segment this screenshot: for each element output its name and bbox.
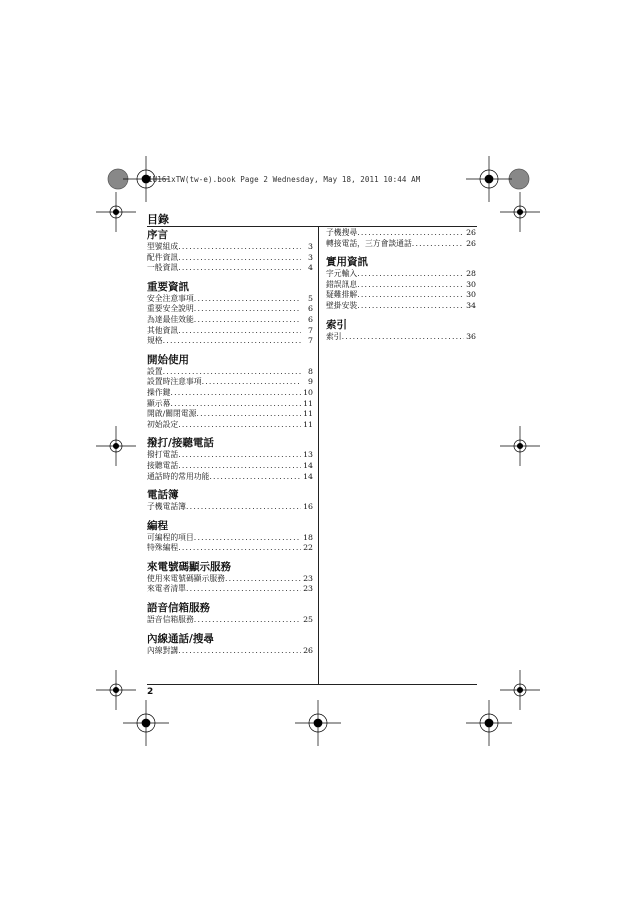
toc-entry[interactable] <box>326 290 476 301</box>
entry-page: 16 <box>303 502 313 512</box>
entry-label: 設置 <box>147 366 163 376</box>
dot-leader <box>170 388 301 399</box>
dot-leader <box>357 280 464 291</box>
entry-label: 使用來電號碼顯示服務 <box>147 573 225 583</box>
dot-leader <box>178 420 301 431</box>
toc-entry[interactable] <box>147 399 313 410</box>
dot-leader <box>178 461 301 472</box>
toc-entry[interactable] <box>147 450 313 461</box>
entry-label: 疑難排解 <box>326 290 358 300</box>
section-title: 編程 <box>147 519 168 532</box>
toc-entry[interactable] <box>147 533 313 544</box>
dot-leader <box>178 263 301 274</box>
entry-page: 3 <box>308 242 313 251</box>
section-title: 語音信箱服務 <box>147 602 210 615</box>
entry-page: 10 <box>303 387 313 397</box>
dot-leader <box>194 533 301 544</box>
entry-page: 7 <box>308 325 313 335</box>
toc-entry[interactable] <box>147 253 313 264</box>
entry-page: 11 <box>303 409 313 419</box>
toc-section <box>147 488 313 513</box>
entry-page: 8 <box>308 366 313 376</box>
toc-entry[interactable] <box>147 326 313 337</box>
toc-entry[interactable] <box>147 420 313 431</box>
entry-page: 3 <box>308 252 313 262</box>
entry-page: 14 <box>303 460 313 470</box>
entry-page: 23 <box>303 573 313 583</box>
dot-leader <box>194 294 301 305</box>
toc-section <box>147 228 313 274</box>
entry-label: 語音信箱服務 <box>147 615 194 625</box>
entry-label: 子機電話簿 <box>147 502 186 512</box>
toc-section <box>147 632 313 657</box>
entry-label: 操作鍵 <box>147 387 171 397</box>
entry-label: 撥打電話 <box>147 450 179 460</box>
entry-page: 11 <box>303 398 313 408</box>
toc-entry[interactable] <box>147 543 313 554</box>
dot-leader <box>194 615 301 626</box>
dot-leader <box>178 242 301 253</box>
entry-page: 23 <box>303 584 313 594</box>
toc-entry[interactable] <box>326 280 476 291</box>
entry-page: 22 <box>303 543 313 553</box>
entry-page: 36 <box>466 331 476 341</box>
dot-leader <box>225 574 301 585</box>
toc-entry[interactable] <box>147 472 313 483</box>
entry-label: 其他資訊 <box>147 325 179 335</box>
entry-label: 開啟/關閉電源 <box>147 409 197 419</box>
dot-leader <box>163 336 301 347</box>
footer-rule <box>147 684 477 685</box>
entry-page: 7 <box>308 336 313 346</box>
toc-entry[interactable] <box>326 301 476 312</box>
entry-label: 規格 <box>147 336 163 346</box>
section-title: 開始使用 <box>147 353 189 366</box>
page-title: 目錄 <box>147 213 169 226</box>
entry-page: 30 <box>466 290 476 300</box>
section-title: 內線通話/搜尋 <box>147 632 214 645</box>
entry-label: 來電者清單 <box>147 584 186 594</box>
entry-page: 6 <box>308 304 313 314</box>
entry-label: 配件資訊 <box>147 252 179 262</box>
dot-leader <box>209 472 301 483</box>
toc-entry[interactable] <box>147 409 313 420</box>
dot-leader <box>178 253 301 264</box>
toc-entry[interactable] <box>147 377 313 388</box>
dot-leader <box>357 269 464 280</box>
toc-right-column <box>326 228 476 342</box>
entry-label: 設置時注意事項 <box>147 377 202 387</box>
dot-leader <box>357 228 464 239</box>
dot-leader <box>186 502 301 513</box>
entry-label: 重要安全說明 <box>147 304 194 314</box>
entry-page: 11 <box>303 419 313 429</box>
toc-entry[interactable] <box>147 615 313 626</box>
entry-page: 28 <box>466 269 476 279</box>
entry-page: 14 <box>303 471 313 481</box>
entry-page: 9 <box>308 377 313 387</box>
section-title: 重要資訊 <box>147 280 189 293</box>
dot-leader <box>357 301 464 312</box>
toc-section <box>147 353 313 431</box>
entry-label: 轉接電話，三方會談通話 <box>326 238 412 248</box>
entry-page: 26 <box>466 238 476 248</box>
page-number: 2 <box>147 687 154 697</box>
dot-leader <box>194 304 301 315</box>
title-rule <box>147 226 477 227</box>
toc-entry[interactable] <box>147 574 313 585</box>
entry-page: 6 <box>308 314 313 324</box>
entry-label: 為達最佳效能 <box>147 314 194 324</box>
entry-page: 13 <box>303 450 313 460</box>
toc-entry[interactable] <box>326 332 476 343</box>
entry-label: 字元輸入 <box>326 269 358 279</box>
dot-leader <box>196 409 301 420</box>
section-title: 來電號碼顯示服務 <box>147 560 231 573</box>
toc-section <box>147 519 313 554</box>
toc-entry[interactable] <box>147 461 313 472</box>
dot-leader <box>170 399 301 410</box>
entry-page: 18 <box>303 532 313 542</box>
entry-label: 壁掛安裝 <box>326 300 358 310</box>
toc-entry[interactable] <box>147 388 313 399</box>
entry-page: 5 <box>308 293 313 303</box>
section-title: 索引 <box>326 318 347 331</box>
entry-label: 特殊編程 <box>147 543 179 553</box>
dot-leader <box>178 450 301 461</box>
entry-label: 接聽電話 <box>147 460 179 470</box>
entry-page: 26 <box>303 645 313 655</box>
entry-page: 30 <box>466 279 476 289</box>
entry-page: 26 <box>466 228 476 237</box>
section-title: 序言 <box>147 229 168 241</box>
toc-entry[interactable] <box>147 336 313 347</box>
entry-label: 安全注意事項 <box>147 293 194 303</box>
toc-section <box>147 280 313 347</box>
entry-label: 索引 <box>326 331 342 341</box>
entry-label: 初始設定 <box>147 419 179 429</box>
toc-entry[interactable] <box>326 228 476 239</box>
toc-section <box>326 255 476 311</box>
toc-entry[interactable] <box>147 502 313 513</box>
section-title: 電話簿 <box>147 489 179 502</box>
dot-leader <box>178 543 301 554</box>
print-header: 1U161xTW(tw-e).book Page 2 Wednesday, May 18, 2011 10:44 AM <box>148 175 421 184</box>
dot-leader <box>202 377 301 388</box>
toc-entry[interactable] <box>147 242 313 253</box>
toc-entry[interactable] <box>326 239 476 250</box>
entry-page: 25 <box>303 615 313 625</box>
entry-label: 內線對講 <box>147 645 179 655</box>
dot-leader <box>357 290 464 301</box>
entry-page: 4 <box>308 263 313 273</box>
toc-entry[interactable] <box>147 367 313 378</box>
dot-leader <box>163 367 301 378</box>
entry-label: 錯誤訊息 <box>326 279 358 289</box>
toc-entry[interactable] <box>147 315 313 326</box>
dot-leader <box>186 584 301 595</box>
toc-section <box>147 436 313 482</box>
dot-leader <box>412 239 464 250</box>
entry-label: 子機搜尋 <box>326 228 358 237</box>
toc-entry[interactable] <box>147 294 313 305</box>
toc-entry[interactable] <box>326 269 476 280</box>
entry-label: 可編程的項目 <box>147 532 194 542</box>
toc-entry[interactable] <box>147 646 313 657</box>
section-title: 撥打/接聽電話 <box>147 437 214 450</box>
dot-leader <box>342 332 464 343</box>
column-divider <box>318 227 319 684</box>
toc-section <box>147 601 313 626</box>
toc-entry[interactable] <box>147 304 313 315</box>
toc-section <box>326 318 476 343</box>
dot-leader <box>178 326 301 337</box>
section-title: 實用資訊 <box>326 256 368 269</box>
entry-label: 型號組成 <box>147 242 179 251</box>
dot-leader <box>178 646 301 657</box>
toc-left-column <box>147 228 313 656</box>
toc-section <box>147 560 313 595</box>
entry-label: 顯示幕 <box>147 398 171 408</box>
entry-label: 通話時的常用功能 <box>147 471 210 481</box>
dot-leader <box>194 315 301 326</box>
toc-entry[interactable] <box>147 584 313 595</box>
entry-page: 34 <box>466 300 476 310</box>
toc-section <box>326 228 476 249</box>
entry-label: 一般資訊 <box>147 263 179 273</box>
toc-entry[interactable] <box>147 263 313 274</box>
